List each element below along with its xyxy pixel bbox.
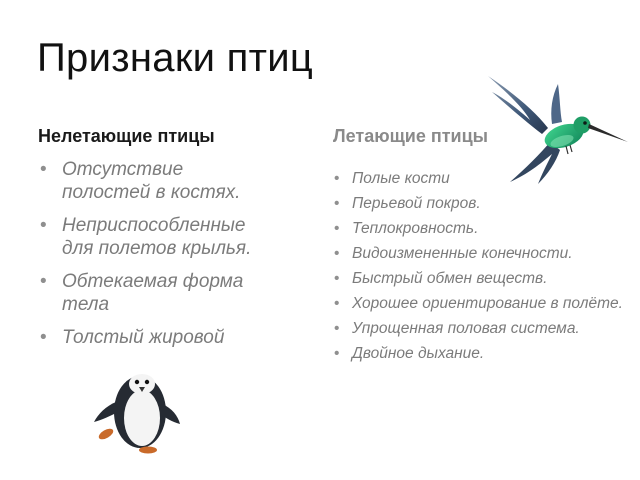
- flying-birds-list: [333, 168, 623, 368]
- list-item: [333, 193, 623, 215]
- slide-title: Признаки птиц: [37, 36, 314, 80]
- list-item-text: Двойное дыхание.: [352, 345, 485, 362]
- bullet-icon: •: [334, 270, 340, 287]
- bullet-icon: •: [40, 215, 47, 236]
- list-item: [333, 268, 623, 290]
- bullet-icon: •: [334, 295, 340, 312]
- list-item: [38, 214, 270, 260]
- bullet-icon: •: [40, 159, 47, 180]
- bullet-icon: •: [334, 320, 340, 337]
- penguin-icon: [92, 362, 182, 454]
- list-item-text: Теплокровность.: [352, 220, 479, 237]
- bullet-icon: •: [334, 170, 340, 187]
- flightless-birds-heading: Нелетающие птицы: [38, 126, 215, 146]
- list-item: [38, 270, 270, 316]
- bullet-icon: •: [40, 271, 47, 292]
- list-item-text: Упрощенная половая система.: [352, 320, 580, 337]
- flying-birds-heading: Летающие птицы: [333, 126, 489, 146]
- hummingbird-icon: [482, 70, 632, 190]
- list-item-text: Отсутствие полостей в костях.: [62, 159, 241, 203]
- flightless-birds-list: [38, 158, 270, 359]
- list-item-text: Полые кости: [352, 170, 450, 187]
- list-item-text: Быстрый обмен веществ.: [352, 270, 548, 287]
- list-item-text: Обтекаемая форма тела: [62, 271, 244, 315]
- list-item: [333, 243, 623, 265]
- bullet-icon: •: [334, 220, 340, 237]
- list-item: [333, 318, 623, 340]
- list-item-text: Толстый жировой: [62, 327, 225, 348]
- bullet-icon: •: [40, 327, 47, 348]
- list-item: [333, 293, 623, 315]
- list-item: [38, 158, 270, 204]
- bullet-icon: •: [334, 345, 340, 362]
- list-item: [38, 326, 270, 349]
- list-item-text: Хорошее ориентирование в полёте.: [352, 295, 623, 312]
- list-item: [333, 343, 623, 365]
- bullet-icon: •: [334, 245, 340, 262]
- list-item-text: Видоизмененные конечности.: [352, 245, 573, 262]
- list-item-text: Перьевой покров.: [352, 195, 481, 212]
- bullet-icon: •: [334, 195, 340, 212]
- list-item: [333, 218, 623, 240]
- list-item-text: Неприспособленные для полетов крылья.: [62, 215, 252, 259]
